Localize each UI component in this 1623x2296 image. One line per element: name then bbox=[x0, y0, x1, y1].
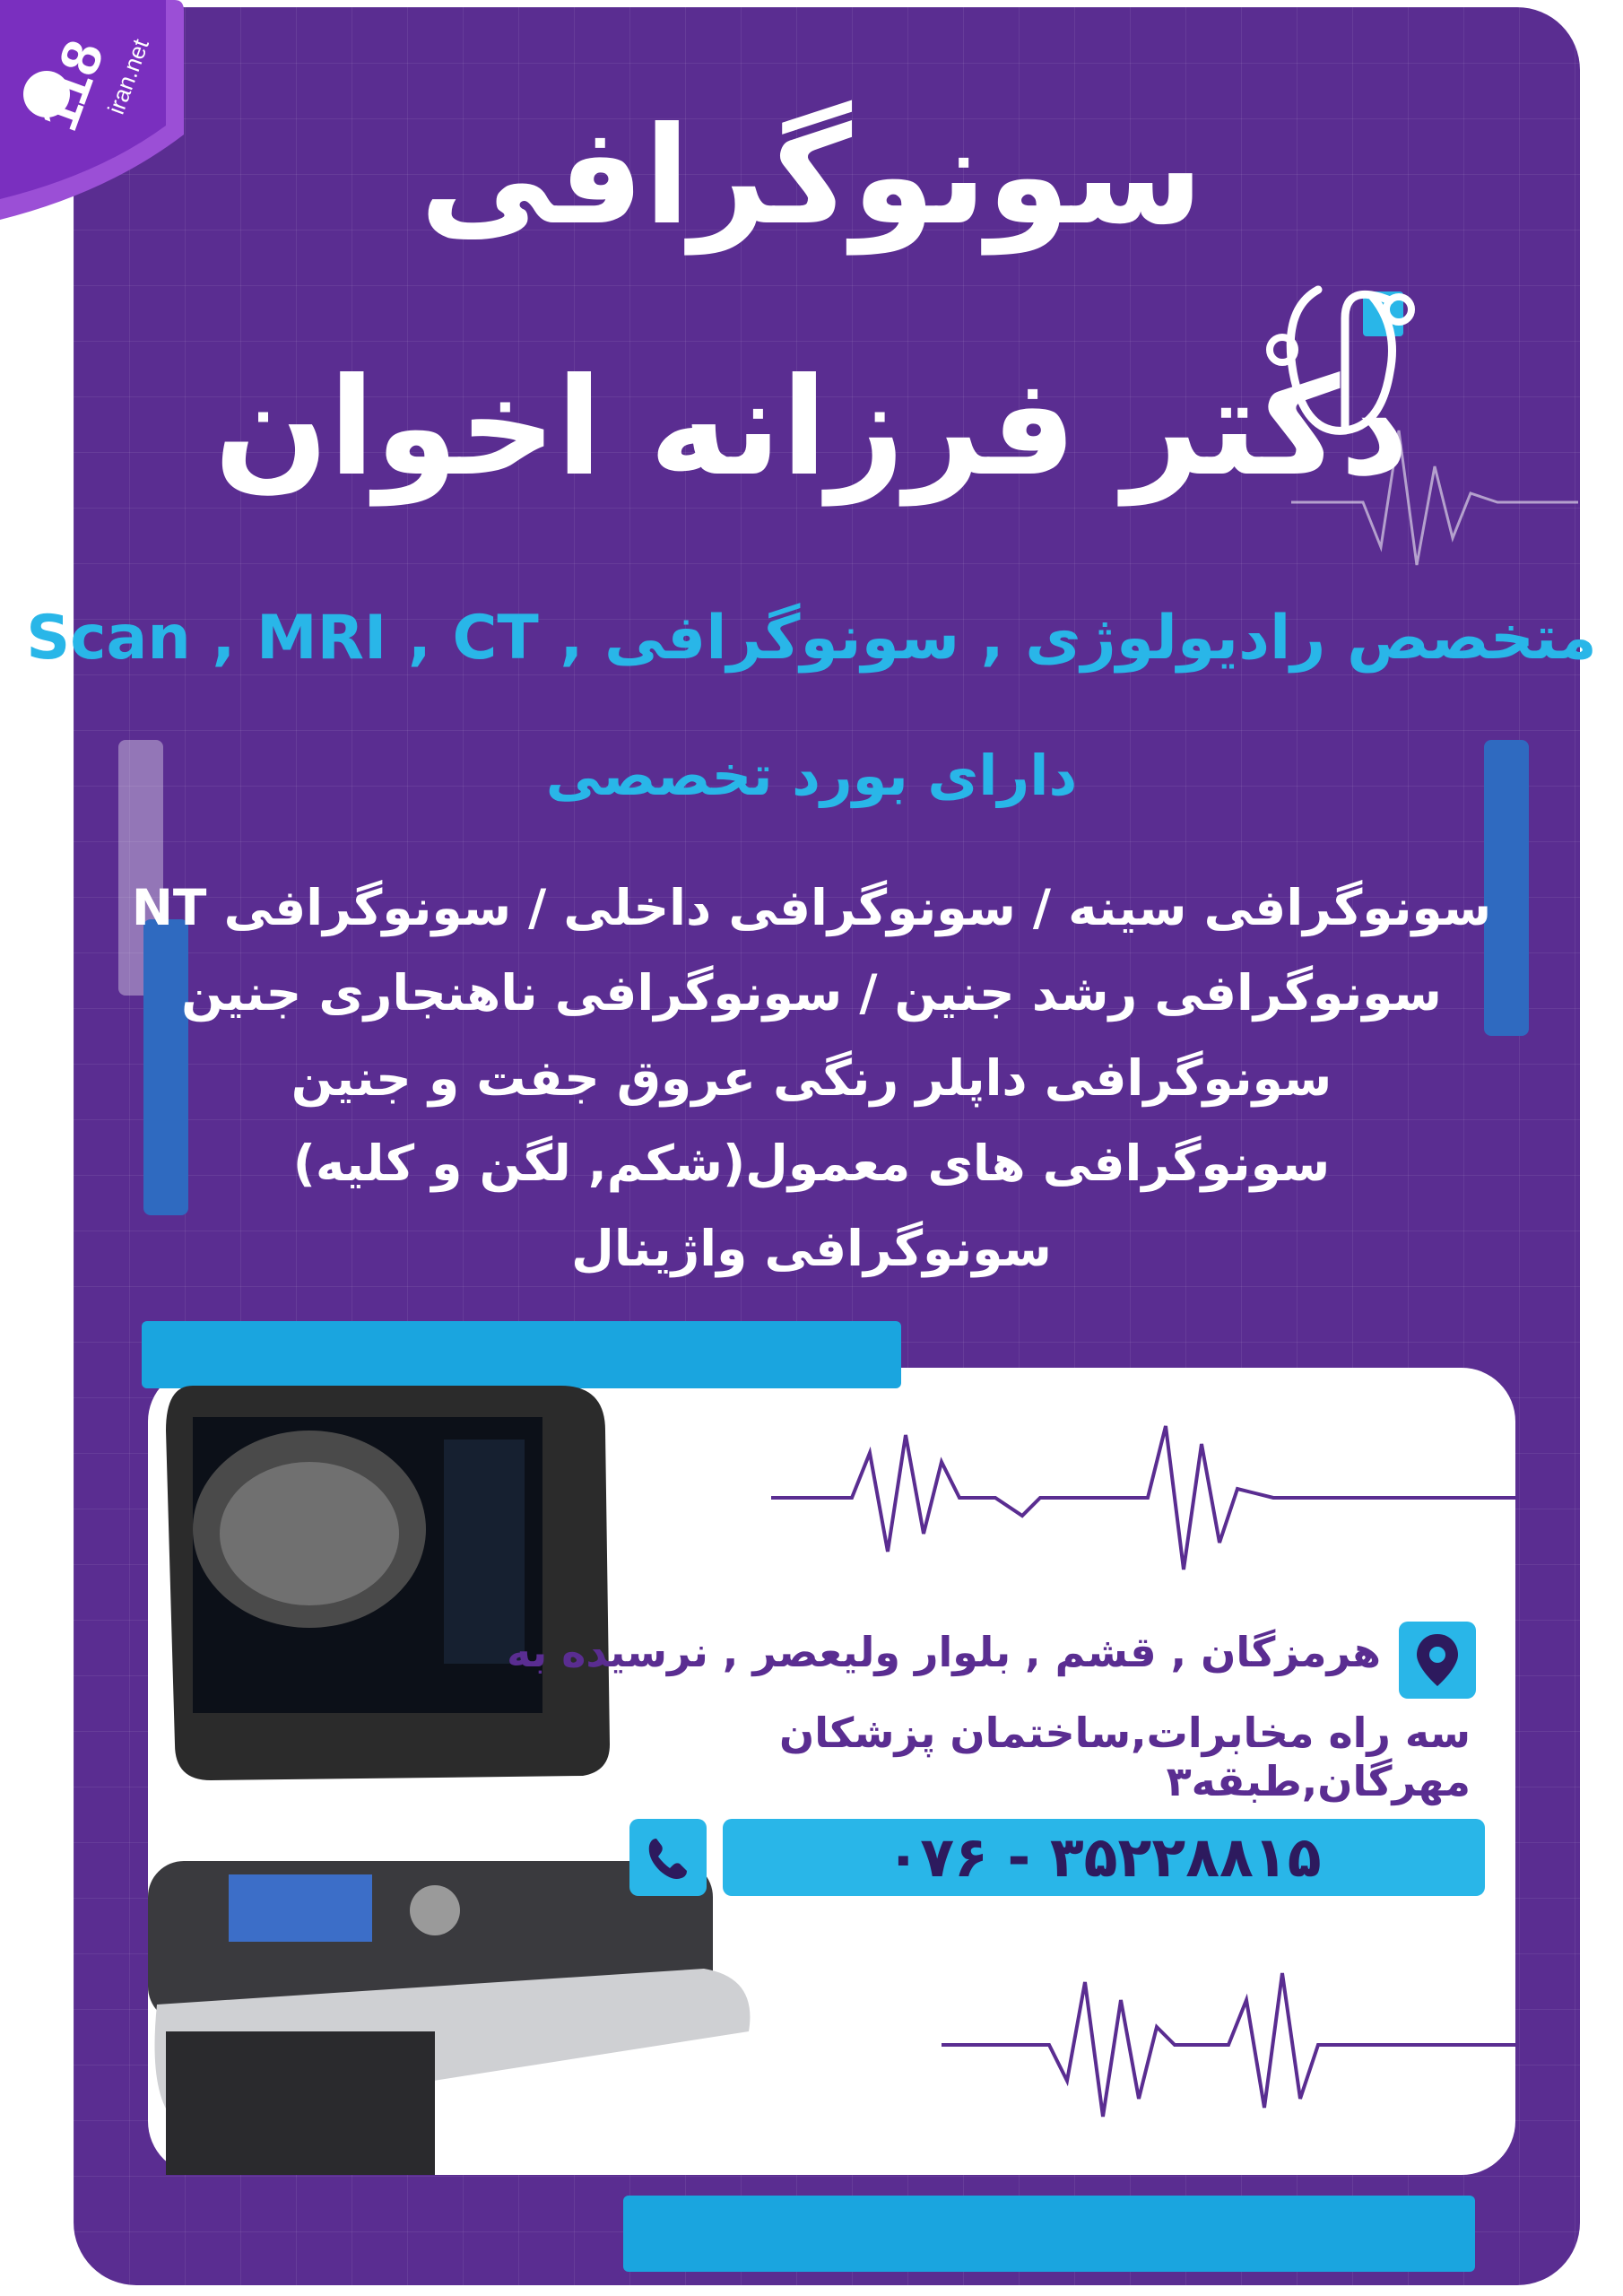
service-item: سونوگرافی واژینال bbox=[571, 1220, 1052, 1277]
phone-number[interactable]: ۰۷۶ - ۳۵۲۲۸۸۱۵ bbox=[886, 1824, 1322, 1890]
address-line-1: هرمزگان , قشم , بلوار ولیعصر , نرسیده به bbox=[507, 1628, 1381, 1676]
badge-site: iran.net bbox=[101, 35, 154, 118]
service-item: سونوگرافی رشد جنین / سونوگرافی ناهنجاری جنین bbox=[181, 964, 1442, 1022]
specialty-text: متخصص رادیولوژی , سونوگرافی , Scan , MRI , CT bbox=[26, 603, 1597, 674]
services-list bbox=[0, 865, 1623, 1292]
heartbeat-line-panel-bottom bbox=[942, 1964, 1515, 2144]
heartbeat-line-top bbox=[1291, 413, 1578, 592]
phone-icon bbox=[629, 1819, 707, 1896]
service-item: سونوگرافی سینه / سونوگرافی داخلی / سونوگرافی NT bbox=[131, 879, 1492, 936]
decor-strip-bottom bbox=[623, 2196, 1475, 2272]
phone-number-box[interactable] bbox=[723, 1819, 1485, 1896]
badge-number: 118 bbox=[27, 32, 117, 139]
heartbeat-line-panel-top bbox=[771, 1417, 1515, 1596]
board-text: دارای بورد تخصصی bbox=[545, 743, 1078, 808]
doctor-name: دکتر فرزانه اخوان bbox=[213, 350, 1410, 506]
location-pin-icon bbox=[1399, 1622, 1476, 1699]
page-title: سونوگرافی bbox=[420, 99, 1203, 255]
service-item: سونوگرافی داپلر رنگی عروق جفت و جنین bbox=[291, 1049, 1332, 1107]
address-line-2: سه راه مخابرات,ساختمان پزشکان مهرگان,طبقه۳ bbox=[778, 1709, 1471, 1805]
service-item: سونوگرافی های معمول(شکم, لگن و کلیه) bbox=[292, 1135, 1331, 1192]
